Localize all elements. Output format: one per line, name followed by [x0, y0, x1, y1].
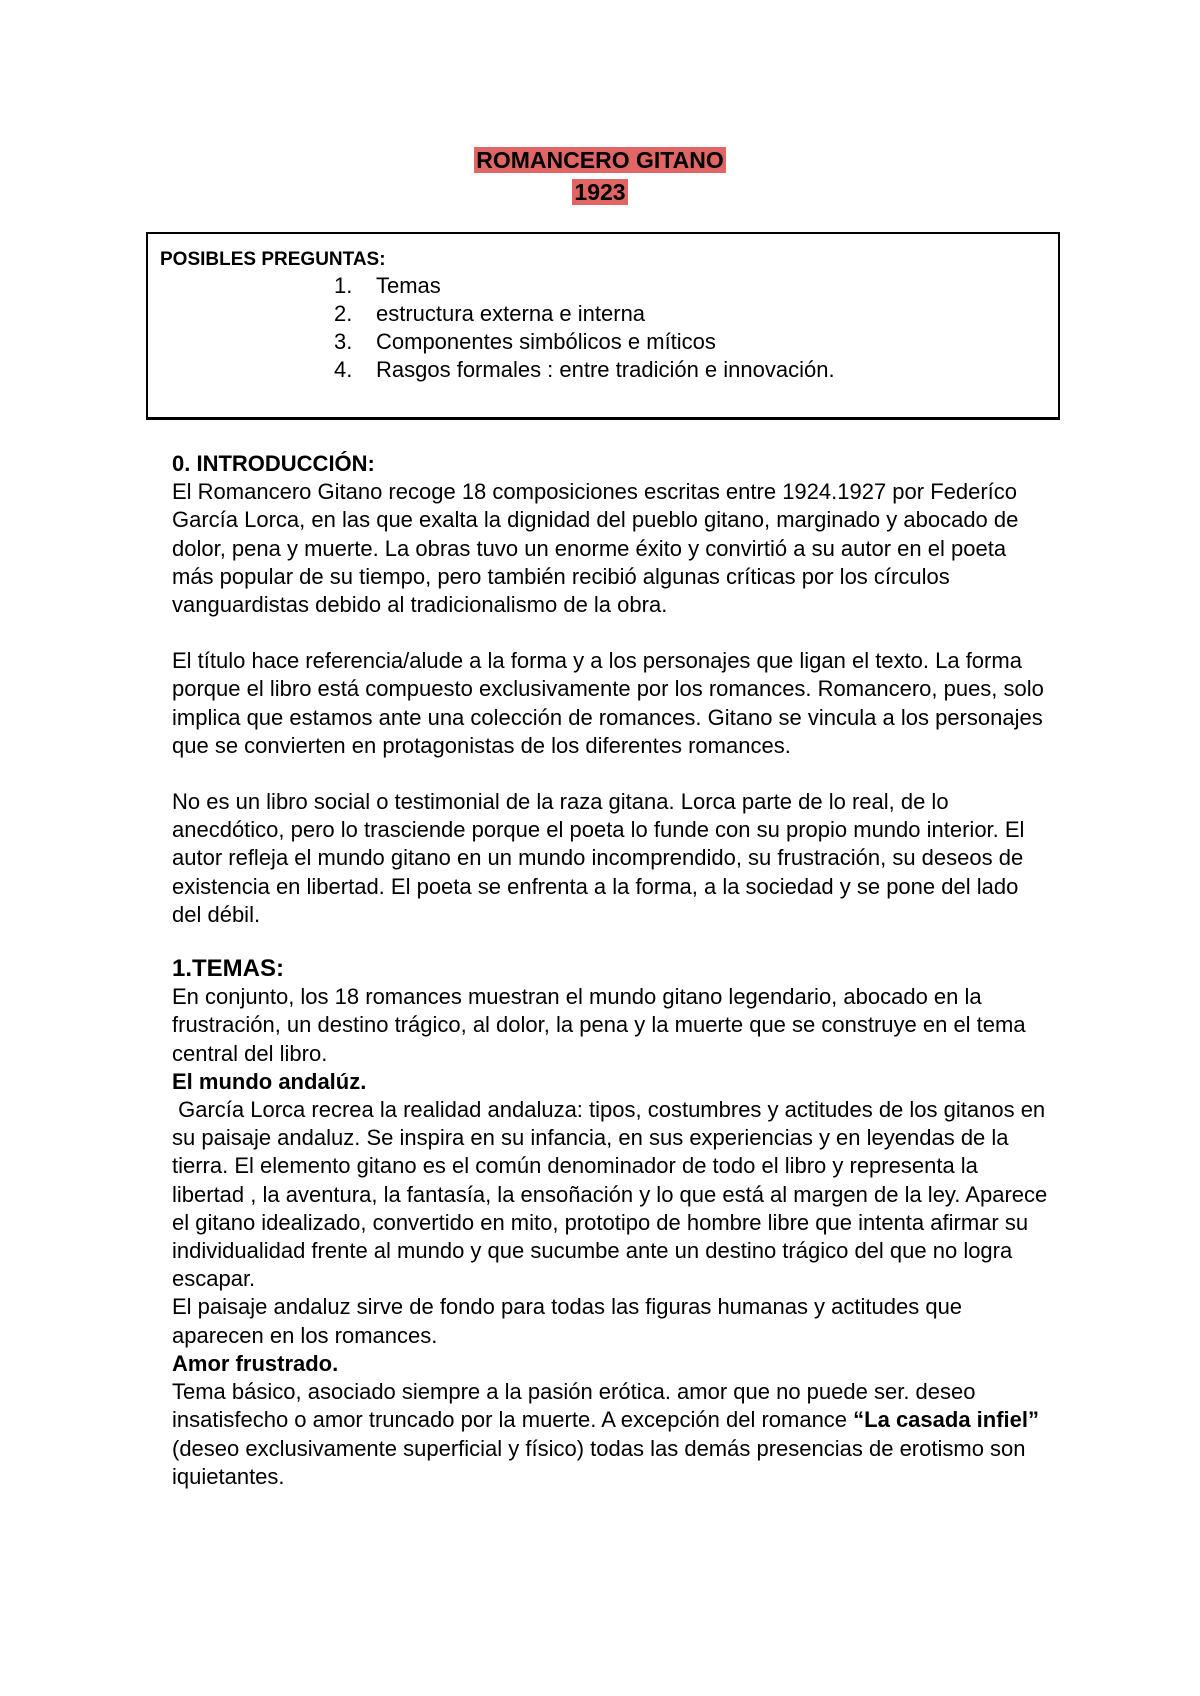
temas-paragraph-1: En conjunto, los 18 romances muestran el mundo gitano legendario, abocado en la frustración, un destino trágico, al dolor, la pena y la muerte que se construye en el tema central del libro.: [172, 984, 1026, 1066]
question-item: [334, 356, 835, 384]
questions-box: [146, 232, 1060, 420]
question-item: [334, 272, 835, 300]
amor-frustrado-text-end: (deseo exclusivamente superficial y físico) todas las demás presencias de erotismo son iquietantes.: [172, 1435, 1026, 1489]
question-text: Componentes simbólicos e míticos: [376, 329, 716, 354]
mundo-andaluz-paragraph-1: García Lorca recrea la realidad andaluza: tipos, costumbres y actitudes de los gitanos en su paisaje andaluz. Se inspira en su infancia, en sus experiencias y en leyendas de la tierra. El elemento gitano es el común denominador de todo el libro y representa la libertad , la aventura, la fantasía, la ensoñación y lo que está al margen de la ley. Aparece el gitano idealizado, convertido en mito, prototipo de hombre libre que intenta afirmar su individualidad frente al mundo y que sucumbe ante un destino trágico del que no logra escapar.: [172, 1097, 1054, 1292]
page-title: ROMANCERO GITANO: [476, 147, 724, 173]
question-item: [334, 300, 835, 328]
title-block: [0, 144, 1200, 208]
subheading-amor-frustrado: Amor frustrado.: [172, 1350, 339, 1376]
document-body: [172, 450, 1052, 1491]
intro-paragraph-3: No es un libro social o testimonial de la raza gitana. Lorca parte de lo real, de lo anecdótico, pero lo trasciende porque el poeta lo funde con su propio mundo interior. El autor refleja el mundo gitano en un mundo incomprendido, su frustración, su deseos de existencia en libertad. El poeta se enfrenta a la forma, a la sociedad y se pone del lado del débil.: [172, 789, 1025, 927]
question-number: 2.: [334, 301, 353, 326]
question-number: 4.: [334, 357, 353, 382]
page-year: 1923: [574, 179, 626, 205]
questions-list: [334, 272, 835, 384]
question-text: estructura externa e interna: [376, 301, 646, 326]
intro-heading: 0. INTRODUCCIÓN:: [172, 451, 375, 476]
amor-frustrado-paragraph: [172, 1378, 1052, 1491]
intro-paragraph-1: El Romancero Gitano recoge 18 composiciones escritas entre 1924.1927 por Federíco García Lorca, en las que exalta la dignidad del pueblo gitano, marginado y abocado de dolor, pena y muerte. La obras tuvo un enorme éxito y convirtió a su autor en el poeta más popular de su tiempo, pero también recibió algunas críticas por los círculos vanguardistas debido al tradicionalismo de la obra.: [172, 479, 1019, 618]
questions-heading: POSIBLES PREGUNTAS:: [160, 249, 386, 270]
temas-heading: 1.TEMAS:: [172, 955, 285, 983]
question-number: 3.: [334, 329, 353, 354]
intro-paragraph-2: El título hace referencia/alude a la forma y a los personajes que ligan el texto. La forma porque el libro está compuesto exclusivamente por los romances. Romancero, pues, solo implica que estamos ante una colección de romances. Gitano se vincula a los personajes que se convierten en protagonistas de los diferentes romances.: [172, 648, 1044, 758]
question-item: [334, 328, 835, 356]
romance-title-casada-infiel: “La casada infiel”: [853, 1407, 1040, 1433]
amor-frustrado-text-start: Tema básico, asociado siempre a la pasión erótica. amor que no puede ser. deseo insatisfecho o amor truncado por la muerte. A excepción del romance: [172, 1379, 976, 1433]
mundo-andaluz-paragraph-2: El paisaje andaluz sirve de fondo para todas las figuras humanas y actitudes que aparecen en los romances.: [172, 1294, 963, 1348]
question-text: Rasgos formales : entre tradición e innovación.: [376, 357, 835, 382]
question-number: 1.: [334, 273, 353, 298]
subheading-mundo-andaluz: El mundo andalúz.: [172, 1068, 367, 1094]
question-text: Temas: [376, 273, 441, 298]
